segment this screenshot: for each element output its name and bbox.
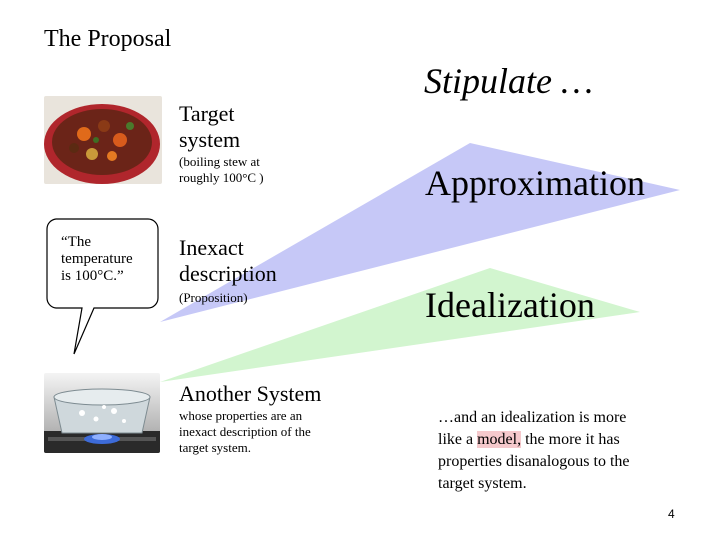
page-number: 4 xyxy=(668,507,675,521)
model-highlight: model, xyxy=(477,431,522,448)
idealization-label: Idealization xyxy=(425,285,595,325)
another-system-title: Another System xyxy=(179,381,322,406)
bubble-quote: “The temperature is 100°C.” xyxy=(61,234,133,284)
boiling-pot-photo xyxy=(44,373,160,453)
proposition-label: (Proposition) xyxy=(179,290,248,305)
inexact-description-title: Inexact description xyxy=(179,235,277,286)
another-system-subtitle: whose properties are an inexact description of the target system. xyxy=(179,408,311,455)
approximation-label: Approximation xyxy=(425,163,645,203)
target-system-subtitle: (boiling stew at roughly 100°C ) xyxy=(179,154,264,185)
stew-photo xyxy=(44,96,162,184)
target-system-title: Target system xyxy=(179,101,241,152)
slide-title: The Proposal xyxy=(44,26,172,52)
idealization-note: …and an idealization is more like a model, the more it has properties disanalogous to the target system. xyxy=(438,409,630,492)
stipulate-heading: Stipulate … xyxy=(424,61,593,101)
